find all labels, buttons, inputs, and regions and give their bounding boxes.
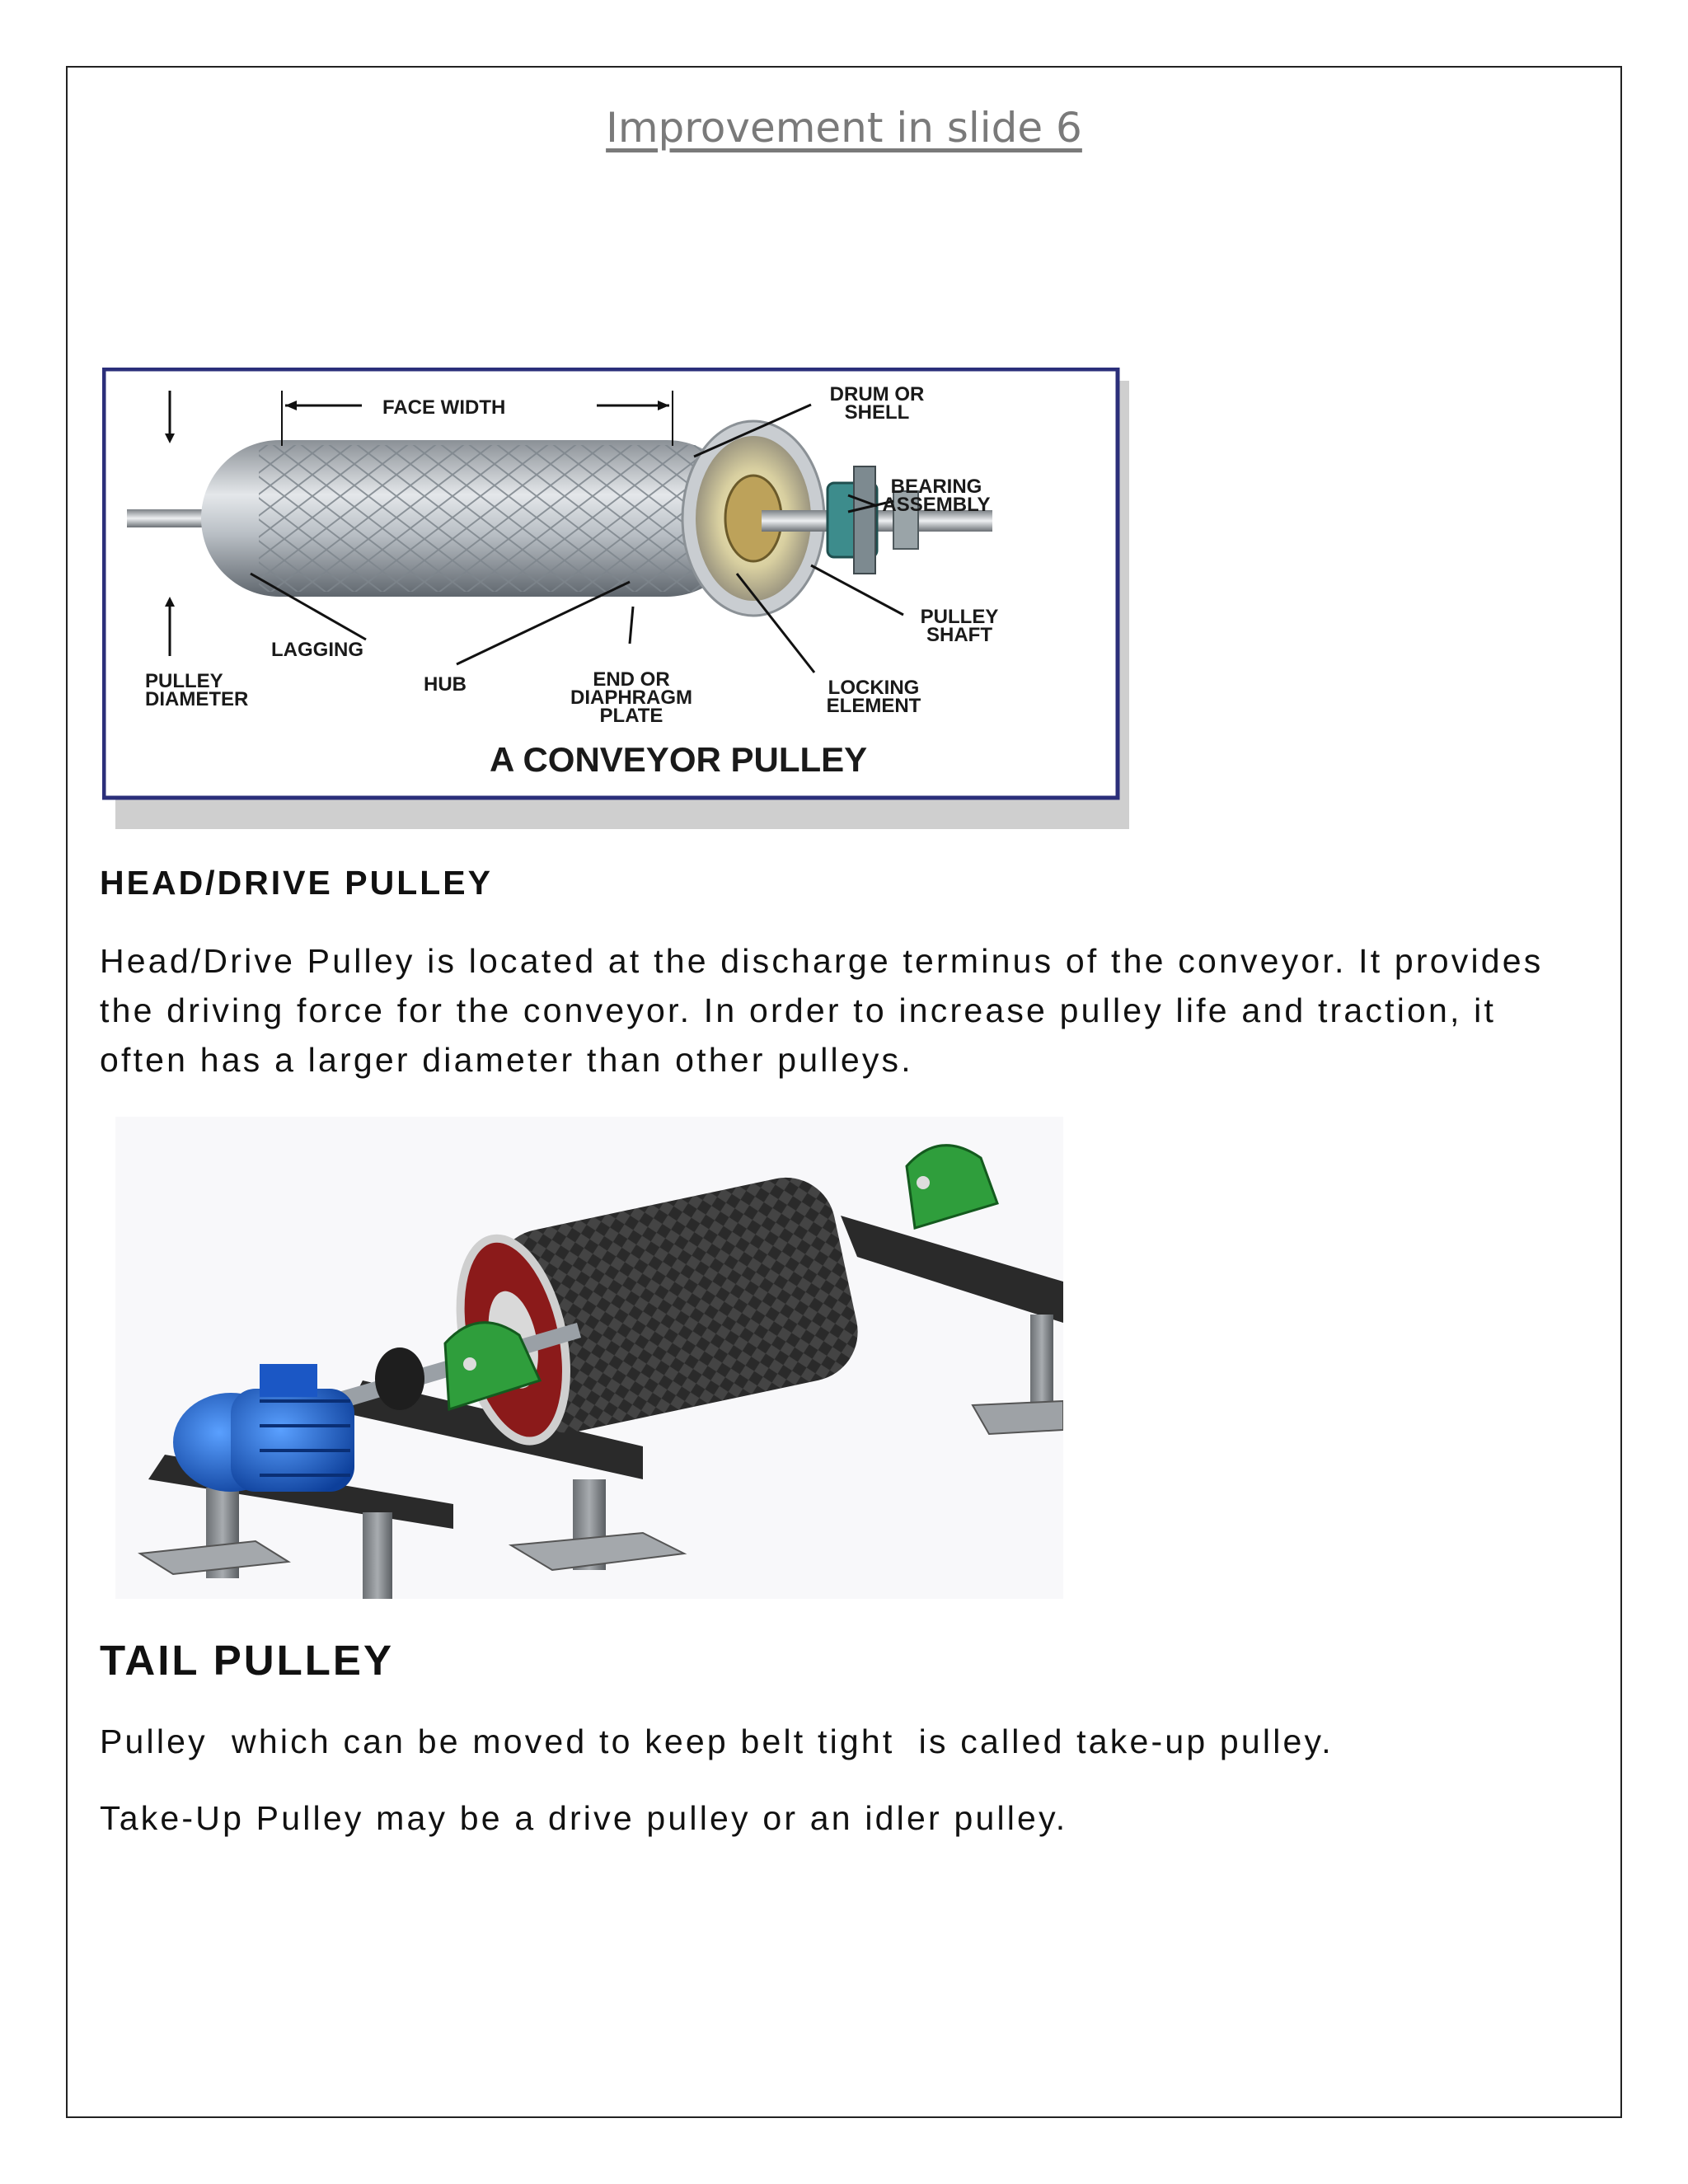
section-heading-tail-pulley: TAIL PULLEY — [100, 1637, 394, 1684]
label-plate-1: END OR — [593, 668, 670, 691]
label-diameter-2: DIAMETER — [145, 688, 249, 710]
section-heading-head-drive-pulley: HEAD/DRIVE PULLEY — [100, 864, 493, 902]
label-drum-1: DRUM OR — [829, 383, 925, 405]
page-title: Improvement in slide 6 — [606, 104, 1082, 152]
label-hub: HUB — [424, 673, 467, 696]
label-plate-3: PLATE — [599, 705, 663, 727]
figure-caption: A CONVEYOR PULLEY — [490, 740, 868, 779]
label-drum-2: SHELL — [844, 401, 910, 424]
label-bearing-2: ASSEMBLY — [882, 494, 991, 516]
label-diameter-1: PULLEY — [145, 670, 223, 692]
section-body-tail-pulley-line1: Pulley which can be moved to keep belt tight is called take-up pulley. — [100, 1722, 1334, 1760]
label-shaft-2: SHAFT — [926, 624, 992, 646]
label-locking-1: LOCKING — [828, 677, 920, 699]
drive-pulley-assembly-image — [115, 1117, 1063, 1599]
label-shaft-1: PULLEY — [920, 606, 999, 628]
section-body-tail-pulley-line2: Take-Up Pulley may be a drive pulley or an idler pulley. — [100, 1799, 1068, 1837]
label-bearing-1: BEARING — [890, 476, 982, 498]
label-face-width: FACE WIDTH — [382, 396, 506, 419]
label-plate-2: DIAPHRAGM — [570, 687, 692, 709]
conveyor-pulley-diagram — [102, 368, 1129, 829]
label-locking-2: ELEMENT — [826, 695, 921, 717]
label-lagging: LAGGING — [271, 639, 363, 661]
section-body-head-drive-pulley: Head/Drive Pulley is located at the discharge terminus of the conveyor. It provides the driving force for the conveyor. In order to increase pulley life and traction, it often has a larger diameter than other pulleys. — [100, 942, 1544, 1079]
